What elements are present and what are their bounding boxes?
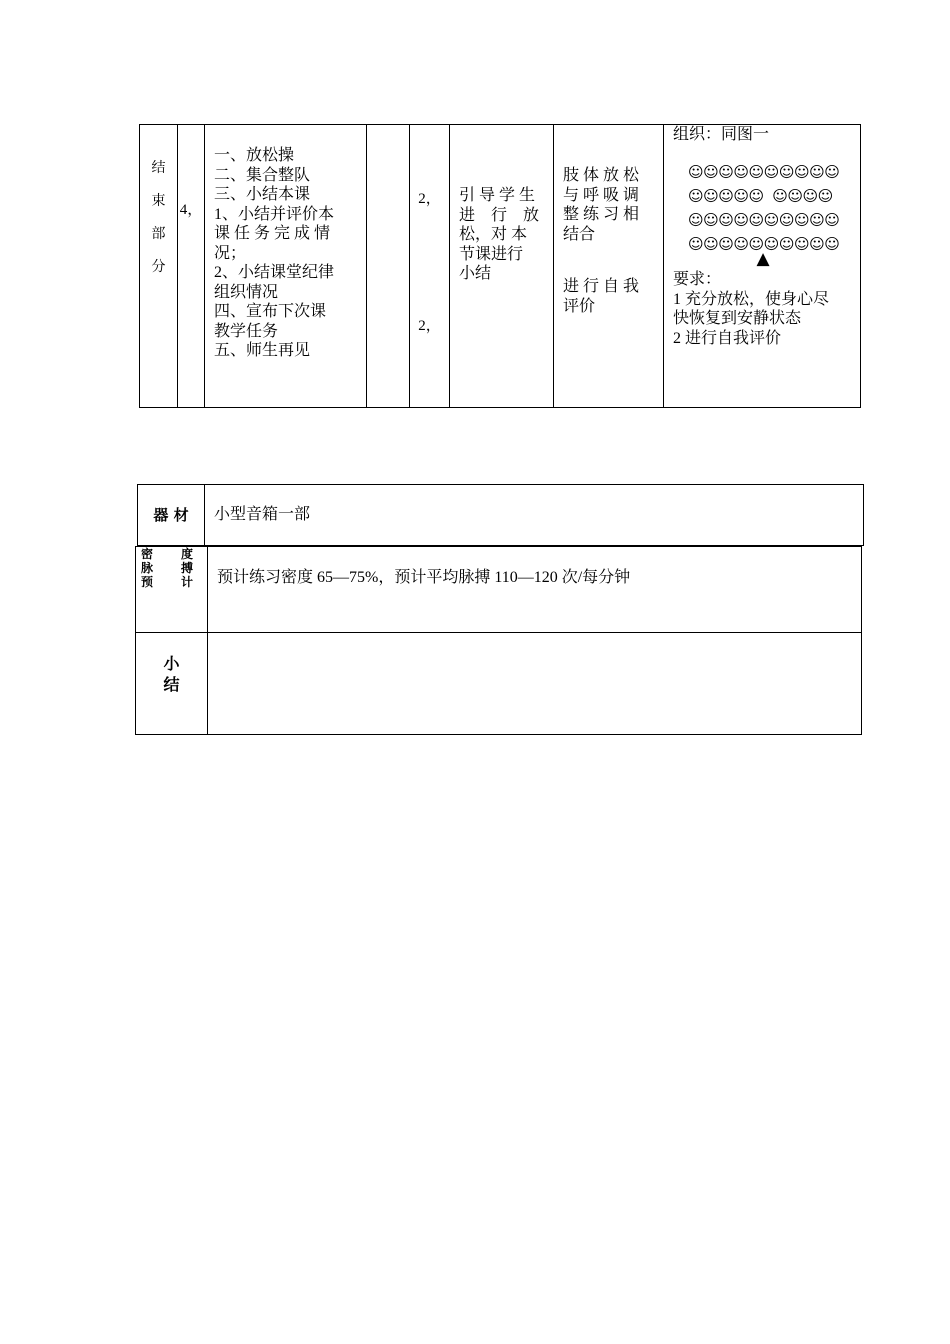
column-divider [366,124,367,408]
content-line: 课 任 务 完 成 情 [214,225,331,242]
teacher-activity [459,186,545,284]
column-divider [663,124,664,408]
student-activity [563,166,655,316]
summary-value [217,650,857,730]
teacher-marker-icon: ▲ [756,249,770,269]
density-label-line: 密 度 [141,547,193,561]
activity-time: 2， [418,318,441,334]
requirements-line: 2 进行自我评价 [673,329,782,347]
content-line: 五、师生再见 [214,342,311,359]
section-label-char: 部 [151,227,166,242]
content-line: 一、放松操 [214,147,295,164]
content-line: 况； [214,244,247,262]
content-line: 1、小结并评价本 [214,205,335,223]
column-divider [204,124,205,408]
table-border-top [135,546,862,547]
requirements-title: 要求： [673,271,722,288]
table-border-right [863,484,864,546]
teacher-activity-line: 松，对 本 [459,226,528,243]
student-activity-line: 进 行 自 我 [563,278,640,295]
summary-label-char: 结 [163,675,180,694]
teacher-activity-line: 节课进行 [459,245,524,263]
content-line: 教学任务 [214,322,279,340]
equipment-label: 器 材 [153,506,189,524]
content-line: 三、小结本课 [214,186,311,203]
student-activity-line: 与 呼 吸 调 [563,186,640,204]
content-line: 二、集合整队 [214,166,311,184]
summary-label [136,653,207,695]
formation-diagram [688,160,858,256]
table-border-left [135,546,136,735]
student-formation-row: ☺☺☺☺☺☺☺☺☺☺ [688,211,840,229]
column-divider [177,124,178,408]
table-border-bottom [139,407,861,408]
column-divider [204,484,205,546]
total-time: 4， [179,202,203,218]
teacher-activity-line: 进 行 放 [459,206,540,224]
requirements-line: 快恢复到安静状态 [673,310,802,327]
student-formation-row: ☺☺☺☺☺ ☺☺☺☺ [688,187,833,205]
section-label-char: 分 [151,260,166,275]
table-border-top [137,484,864,485]
column-divider [207,546,208,735]
student-formation-row: ☺☺☺☺☺☺☺☺☺☺ [688,235,840,253]
organization-title: 组织：同图一 [673,126,770,143]
teacher-activity-line: 引 导 学 生 [459,187,536,204]
section-label [140,158,177,290]
content-line: 2、小结课堂纪律 [214,264,335,281]
density-label-line: 脉 搏 [141,561,193,575]
column-divider [409,124,410,408]
column-divider [553,124,554,408]
student-activity-line: 评价 [563,297,596,315]
section-label-char: 结 [151,161,166,176]
section-label-char: 束 [151,194,166,209]
teacher-activity-line: 小结 [459,265,492,282]
activity-time: 2， [418,191,441,207]
summary-label-char: 小 [163,654,180,673]
density-label [141,547,193,589]
requirements-line: 1 充分放松，使身心尽 [673,290,830,308]
requirements [673,270,859,348]
student-formation-row: ☺☺☺☺☺☺☺☺☺☺ [688,163,840,181]
equipment-value: 小型音箱一部 [214,506,311,523]
density-value: 预计练习密度 65—75%，预计平均脉搏 110—120 次/每分钟 [217,569,631,586]
table-border-bottom [135,734,862,735]
row-divider [135,632,862,633]
table-border-right [861,546,862,735]
content-line: 四、宣布下次课 [214,303,327,320]
column-divider [449,124,450,408]
content-line: 组织情况 [214,283,279,301]
content-list [214,146,357,361]
density-label-line: 预 计 [141,575,193,589]
table-border-right [860,124,861,408]
student-activity-line: 结合 [563,225,596,243]
student-activity-line: 肢 体 放 松 [563,167,640,184]
student-activity-line: 整 练 习 相 [563,206,640,223]
